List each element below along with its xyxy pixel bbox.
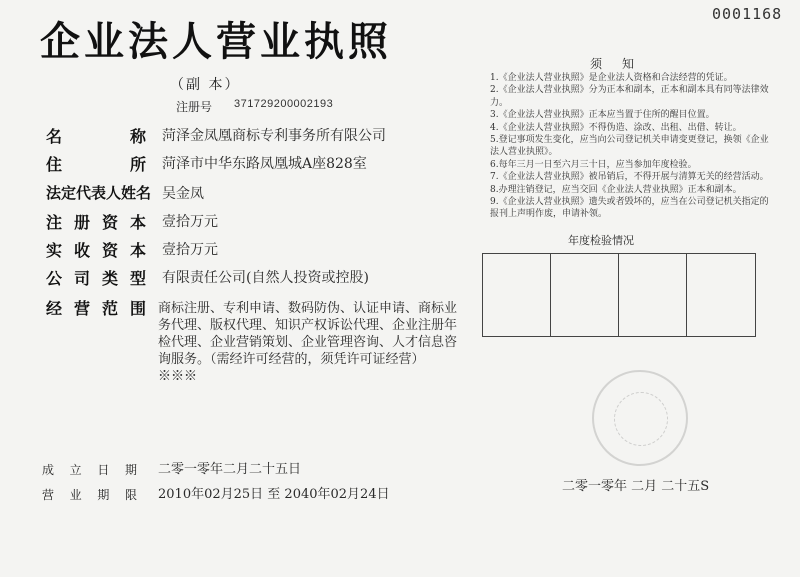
registration-label: 注册号	[176, 100, 213, 114]
seal-emblem	[614, 392, 668, 446]
notice-item: 6.每年三月一日至六月三十日，应当参加年度检验。	[490, 159, 697, 170]
address-label	[46, 152, 146, 175]
inspection-cell	[483, 254, 551, 336]
serial-number: 0001168	[712, 5, 783, 23]
business-scope-label	[46, 296, 146, 319]
notice-item: 4.《企业法人营业执照》不得伪造、涂改、出租、出借、转让。	[490, 122, 742, 133]
business-scope-label-text: 经 营 范 围	[46, 299, 146, 318]
established-date-label	[42, 461, 137, 478]
address-label-text: 住 所	[46, 155, 146, 174]
inspection-cell	[619, 254, 687, 336]
name-label	[46, 124, 146, 147]
notice-item: 8.办理注销登记，应当交回《企业法人营业执照》正本和副本。	[490, 184, 742, 195]
legal-rep-label-text: 法定代表人姓名	[46, 184, 152, 202]
business-scope-value: 商标注册、专利申请、数码防伪、认证申请、商标业务代理、版权代理、知识产权诉讼代理、企业注册年检代理、企业营销策划、企业管理咨询、人才信息咨询服务。（需经许可经营的，须凭许可证经营）※※※	[158, 301, 458, 384]
legal-rep-label	[46, 182, 152, 203]
registered-capital-label-text: 注 册 资 本	[46, 213, 146, 232]
paid-capital-value: 壹拾万元	[162, 242, 218, 258]
official-seal	[592, 370, 688, 466]
notice-list	[490, 72, 770, 221]
business-term-label	[42, 486, 137, 503]
established-date-label-text: 成 立 日 期	[42, 463, 137, 477]
address-value: 菏泽市中华东路凤凰城A座828室	[162, 156, 367, 172]
issue-date: 二零一零年 二月 二十五S	[562, 479, 710, 494]
registered-capital-value: 壹拾万元	[162, 214, 218, 230]
paid-capital-label	[46, 238, 146, 261]
notice-item: 1.《企业法人营业执照》是企业法人资格和合法经营的凭证。	[490, 73, 733, 83]
inspection-cell	[687, 254, 755, 336]
copy-label: （副 本）	[170, 77, 241, 93]
page-title: 企业法人营业执照	[40, 19, 392, 65]
notice-item: 9.《企业法人营业执照》遗失或者毁坏的，应当在公司登记机关指定的报刊上声明作废，申请补领。	[490, 197, 769, 220]
business-term-label-text: 营 业 期 限	[42, 488, 137, 502]
notice-item: 2.《企业法人营业执照》分为正本和副本，正本和副本具有同等法律效力。	[490, 85, 769, 108]
registration-number: 371729200002193	[234, 98, 334, 110]
notice-item: 5.登记事项发生变化，应当向公司登记机关申请变更登记，换领《企业法人营业执照》。	[490, 135, 769, 158]
name-value: 菏泽金凤凰商标专利事务所有限公司	[162, 128, 386, 144]
company-type-value: 有限责任公司(自然人投资或控股)	[162, 270, 369, 286]
paid-capital-label-text: 实 收 资 本	[46, 241, 146, 260]
notice-item: 7.《企业法人营业执照》被吊销后，不得开展与清算无关的经营活动。	[490, 172, 769, 183]
company-type-label	[46, 266, 146, 289]
inspection-table	[482, 253, 756, 337]
notice-item: 3.《企业法人营业执照》正本应当置于住所的醒目位置。	[490, 110, 715, 121]
business-term-value: 2010年02月25日 至 2040年02月24日	[158, 487, 390, 502]
legal-rep-value: 吴金凤	[162, 186, 204, 202]
inspection-cell	[551, 254, 619, 336]
inspection-title: 年度检验情况	[568, 234, 634, 247]
registered-capital-label	[46, 210, 146, 233]
company-type-label-text: 公 司 类 型	[46, 269, 146, 288]
name-label-text: 名 称	[46, 127, 146, 146]
established-date-value: 二零一零年二月二十五日	[158, 462, 302, 477]
notice-title: 须知	[590, 57, 655, 71]
